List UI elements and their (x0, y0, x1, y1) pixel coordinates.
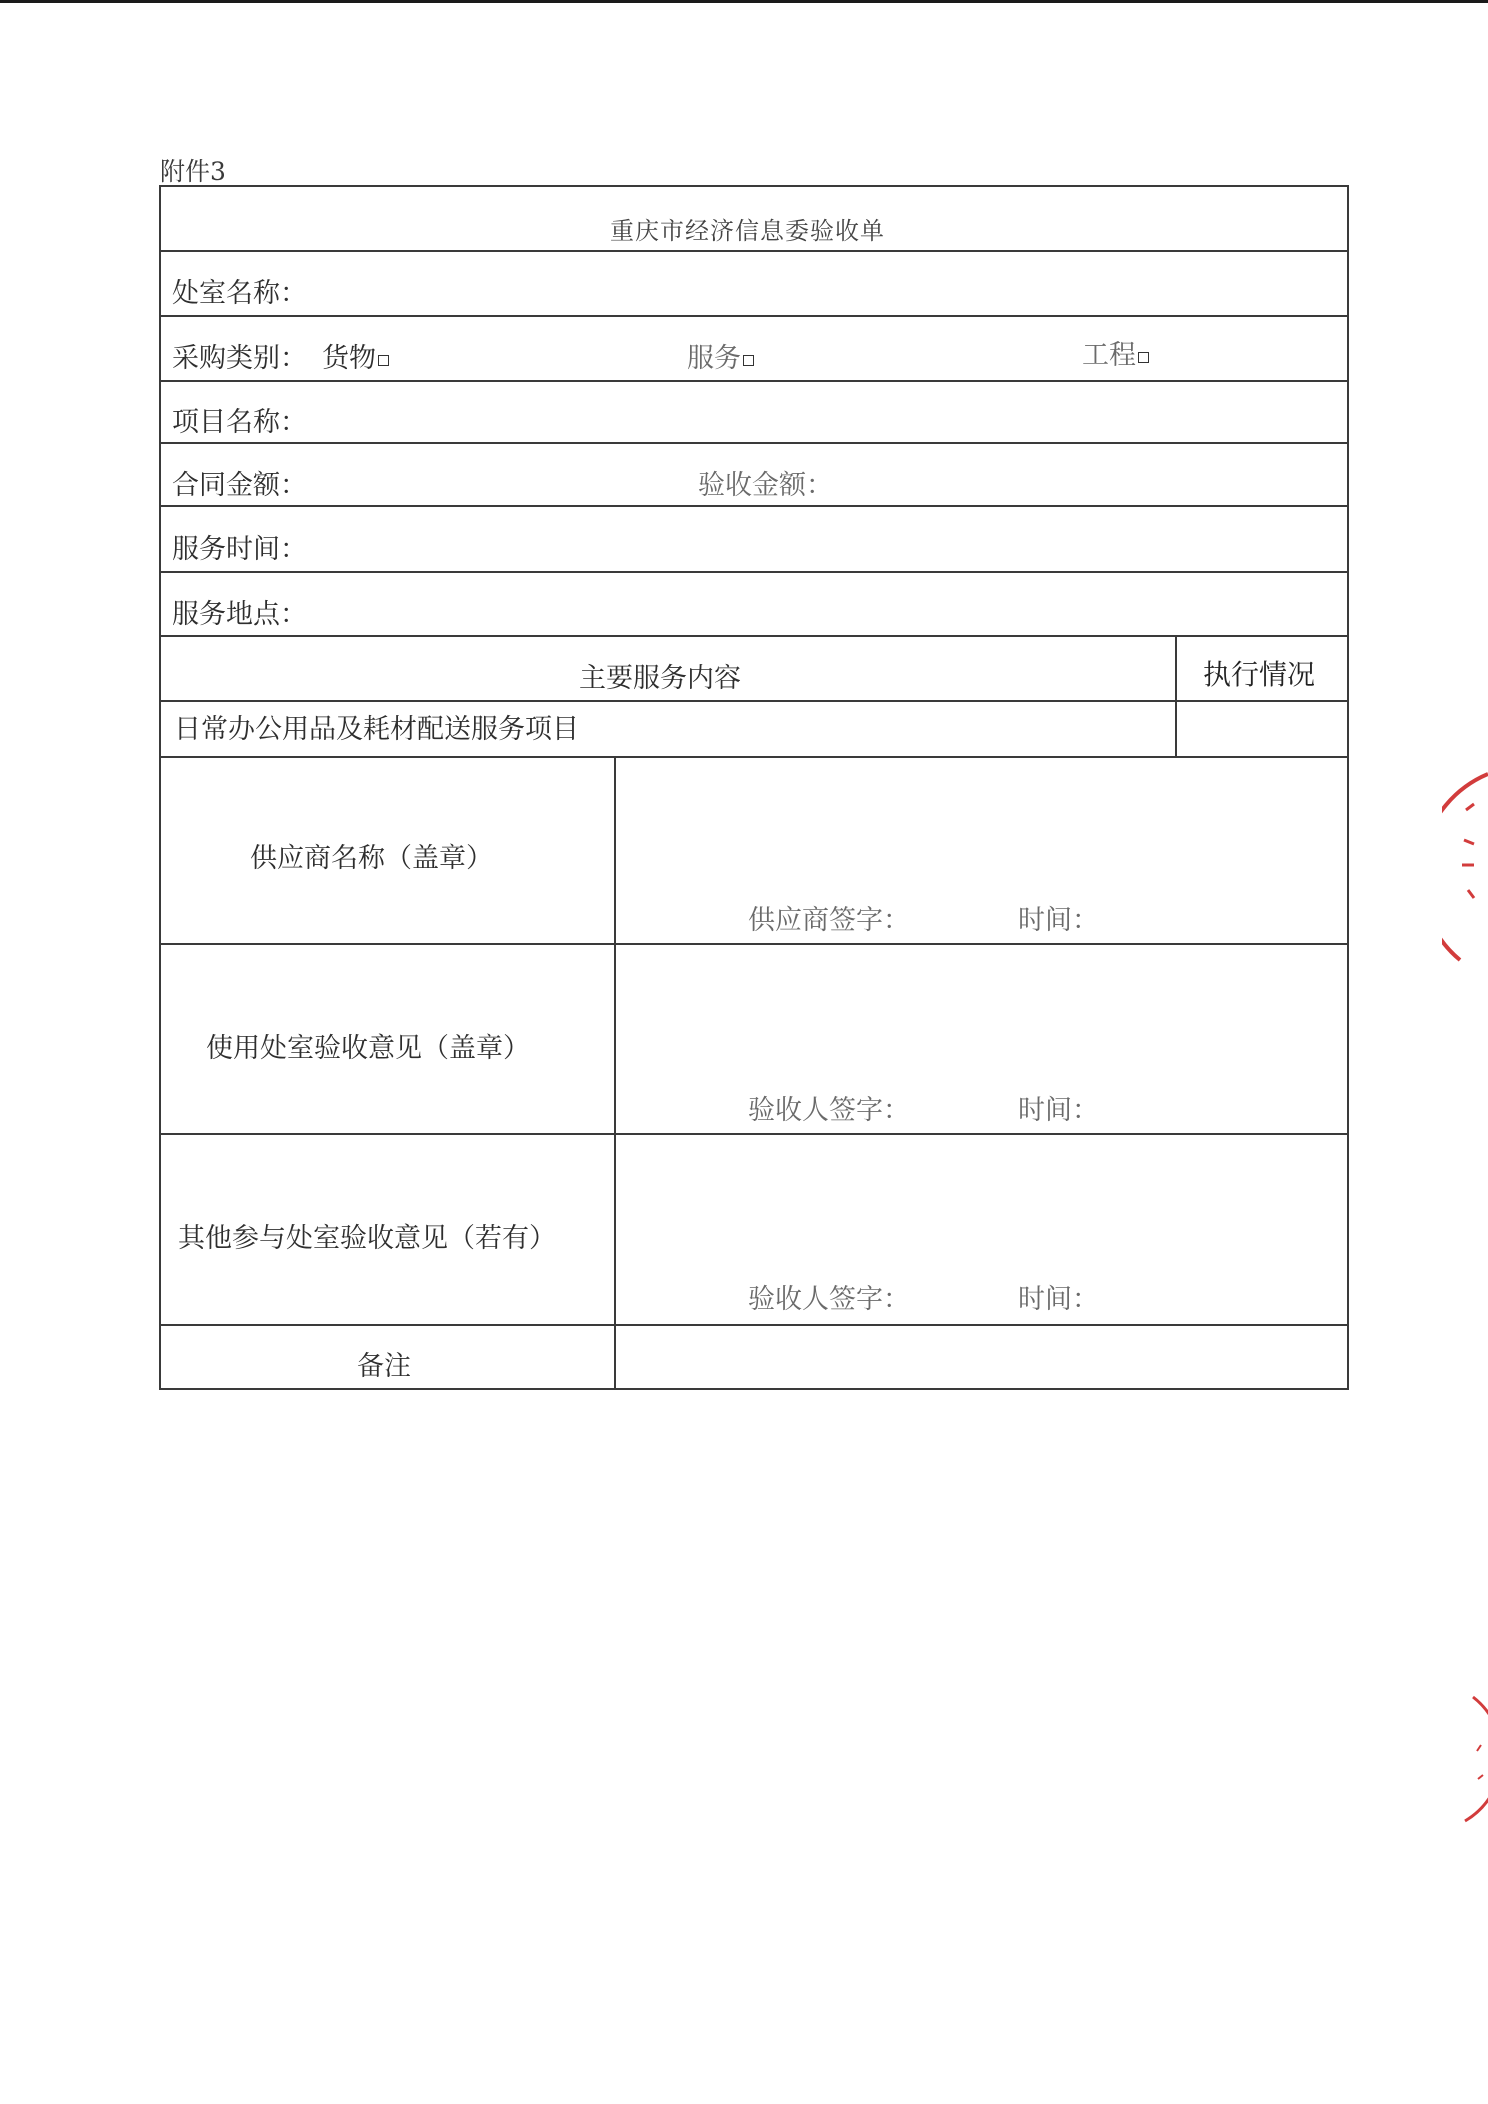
other-acceptor-signature-label: 验收人签字： (748, 1284, 910, 1315)
row-divider (159, 700, 1349, 702)
option-services-label: 服务 (687, 343, 741, 374)
services-checkbox[interactable] (743, 355, 754, 366)
contract-amount-label: 合同金额： (172, 470, 307, 501)
supplier-name-label: 供应商名称（盖章） (250, 843, 493, 874)
option-engineering-label: 工程 (1082, 340, 1136, 371)
row-divider (159, 1324, 1349, 1326)
form-title: 重庆市经济信息委验收单 (610, 217, 885, 245)
supplier-time-label: 时间： (1018, 905, 1099, 936)
acceptor-time-label: 时间： (1018, 1095, 1099, 1126)
department-label: 处室名称： (172, 278, 307, 309)
service-location-label: 服务地点： (172, 599, 307, 630)
project-name-label: 项目名称： (172, 407, 307, 438)
other-acceptor-time-label: 时间： (1018, 1284, 1099, 1315)
engineering-checkbox[interactable] (1138, 352, 1149, 363)
option-engineering[interactable] (1082, 339, 1149, 373)
row-divider (159, 380, 1349, 382)
goods-checkbox[interactable] (378, 355, 389, 366)
other-dept-opinion-label: 其他参与处室验收意见（若有） (178, 1223, 556, 1254)
remarks-label: 备注 (357, 1351, 411, 1382)
row-divider (159, 315, 1349, 317)
row-divider (159, 250, 1349, 252)
scan-top-edge (0, 0, 1488, 3)
row-divider (159, 571, 1349, 573)
main-content-header: 主要服务内容 (579, 663, 741, 694)
using-dept-opinion-label: 使用处室验收意见（盖章） (206, 1033, 530, 1064)
supplier-signature-label: 供应商签字： (748, 905, 910, 936)
acceptor-signature-label: 验收人签字： (748, 1095, 910, 1126)
partial-red-stamp (1455, 1695, 1488, 1825)
acceptance-amount-label: 验收金额： (698, 470, 833, 501)
row-divider (159, 635, 1349, 637)
option-services[interactable] (687, 342, 754, 376)
row-divider (159, 442, 1349, 444)
attachment-label: 附件3 (160, 157, 226, 186)
row-divider (159, 756, 1349, 758)
service-item: 日常办公用品及耗材配送服务项目 (174, 714, 579, 745)
column-divider (1175, 635, 1177, 756)
option-goods[interactable] (322, 342, 389, 376)
partial-red-stamp (1442, 770, 1488, 980)
option-goods-label: 货物 (322, 343, 376, 374)
column-divider (614, 756, 616, 1390)
service-time-label: 服务时间： (172, 534, 307, 565)
row-divider (159, 943, 1349, 945)
procurement-type-label: 采购类别： (172, 343, 307, 374)
row-divider (159, 505, 1349, 507)
row-divider (159, 1133, 1349, 1135)
execution-header: 执行情况 (1203, 658, 1316, 691)
